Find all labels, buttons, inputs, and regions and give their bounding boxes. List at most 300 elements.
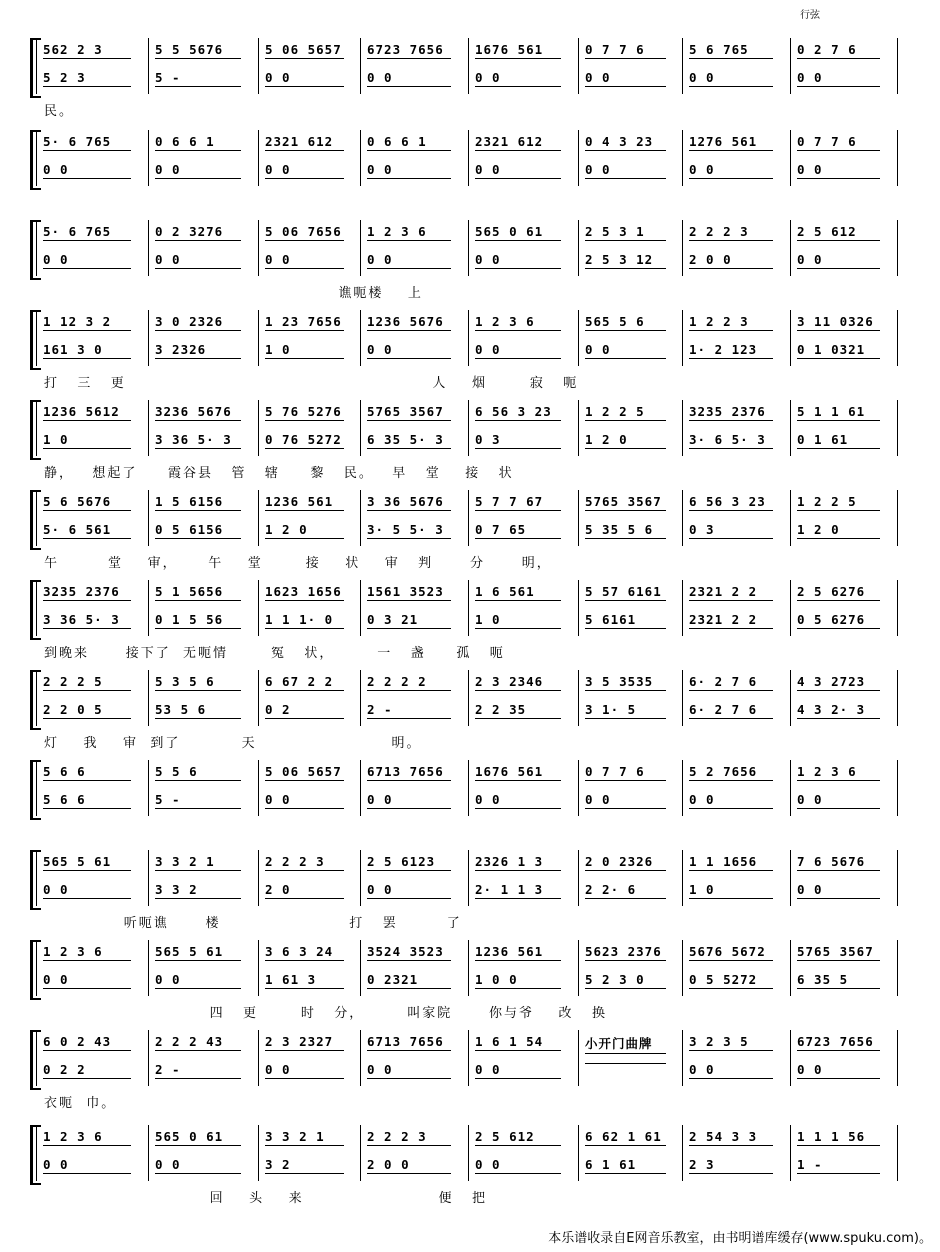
- accompaniment-notes: 0 0: [689, 70, 788, 87]
- accompaniment-notes: 0 0: [367, 162, 466, 179]
- measure: [578, 400, 682, 456]
- melody-notes: 1236 561: [475, 944, 576, 961]
- melody-notes: 3 11 0326: [797, 314, 895, 331]
- accompaniment-notes: 6 35 5: [797, 972, 895, 989]
- staff-system: [0, 940, 940, 1035]
- staff-system: [0, 1030, 940, 1125]
- accompaniment-notes: 0 1 5 56: [155, 612, 256, 629]
- measure: [360, 670, 468, 726]
- measure: [468, 940, 578, 996]
- melody-notes: 1 12 3 2: [43, 314, 146, 331]
- accompaniment-notes: 5 -: [155, 70, 256, 87]
- measure: [578, 310, 682, 366]
- melody-notes: 2 5 3 1: [585, 224, 680, 241]
- melody-notes: 2 3 2346: [475, 674, 576, 691]
- melody-notes: 2321 612: [475, 134, 576, 151]
- measure: [682, 850, 790, 906]
- melody-notes: 1676 561: [475, 42, 576, 59]
- accompaniment-notes: 0 0: [43, 162, 146, 179]
- measure: [790, 38, 898, 94]
- melody-notes: 5676 5672: [689, 944, 788, 961]
- measure: [36, 38, 148, 94]
- measure: [790, 130, 898, 186]
- melody-notes: 5 06 5657: [265, 42, 358, 59]
- melody-notes: 5 6 6: [43, 764, 146, 781]
- accompaniment-notes: 3 1· 5: [585, 702, 680, 719]
- accompaniment-notes: 0 0: [367, 1062, 466, 1079]
- melody-notes: 2326 1 3: [475, 854, 576, 871]
- lyric-line: 四 更 时 分， 叫家院 你与爷 改 换: [44, 1006, 607, 1021]
- melody-notes: 1 5 6156: [155, 494, 256, 511]
- accompaniment-notes: 0 0: [475, 70, 576, 87]
- melody-notes: 565 0 61: [155, 1129, 256, 1146]
- accompaniment-notes: 0 2321: [367, 972, 466, 989]
- melody-notes: 5 06 7656: [265, 224, 358, 241]
- melody-notes: 2 2 2 3: [265, 854, 358, 871]
- accompaniment-notes: 0 2: [265, 702, 358, 719]
- accompaniment-notes: 6· 2 7 6: [689, 702, 788, 719]
- accompaniment-notes: 53 5 6: [155, 702, 256, 719]
- measure: [682, 490, 790, 546]
- melody-notes: 2 5 612: [475, 1129, 576, 1146]
- lyric-line: 灯 我 审 到了 天 明。: [44, 736, 422, 751]
- accompaniment-notes: 1 0: [475, 612, 576, 629]
- melody-notes: 5765 3567: [585, 494, 680, 511]
- accompaniment-notes: 0 0: [43, 1157, 146, 1174]
- melody-notes: 2 5 612: [797, 224, 895, 241]
- measure: [148, 310, 258, 366]
- accompaniment-notes: 0 0: [689, 162, 788, 179]
- measure: [148, 850, 258, 906]
- lyric-line: 静， 想起了 霞谷县 管 辖 黎 民。 早 堂 接 状: [44, 466, 514, 481]
- melody-notes: 3 0 2326: [155, 314, 256, 331]
- measure: [360, 38, 468, 94]
- accompaniment-notes: 3· 5 5· 3: [367, 522, 466, 539]
- melody-notes: 3 3 2 1: [265, 1129, 358, 1146]
- melody-notes: 5 5 6: [155, 764, 256, 781]
- accompaniment-notes: 1 0: [265, 342, 358, 359]
- accompaniment-notes: 0 76 5272: [265, 432, 358, 449]
- accompaniment-notes: 1 0: [689, 882, 788, 899]
- accompaniment-notes: 2 0 0: [367, 1157, 466, 1174]
- melody-notes: 6713 7656: [367, 1034, 466, 1051]
- accompaniment-notes: 0 0: [265, 70, 358, 87]
- accompaniment-notes: 0 0: [367, 792, 466, 809]
- accompaniment-notes: 3 3 2: [155, 882, 256, 899]
- accompaniment-notes: 2 2 0 5: [43, 702, 146, 719]
- accompaniment-notes: 0 0: [155, 1157, 256, 1174]
- accompaniment-notes: 0 0: [43, 882, 146, 899]
- melody-notes: 5· 6 765: [43, 224, 146, 241]
- accompaniment-notes: 1 1 1· 0: [265, 612, 358, 629]
- melody-notes: 1236 561: [265, 494, 358, 511]
- measure: [578, 850, 682, 906]
- measure: [258, 670, 360, 726]
- measure: [360, 580, 468, 636]
- lyric-line: 回 头 来 便 把: [44, 1191, 487, 1206]
- measure: [36, 310, 148, 366]
- accompaniment-notes: 0 0: [585, 70, 680, 87]
- melody-notes: 5 6 765: [689, 42, 788, 59]
- measure: [36, 670, 148, 726]
- accompaniment-notes: 2 0 0: [689, 252, 788, 269]
- measure: [258, 310, 360, 366]
- measure: [148, 1125, 258, 1181]
- accompaniment-notes: 0 0: [43, 972, 146, 989]
- accompaniment-notes: 4 3 2· 3: [797, 702, 895, 719]
- measure: [468, 400, 578, 456]
- measure: [578, 580, 682, 636]
- measure: [468, 38, 578, 94]
- accompaniment-notes: 0 0: [475, 1062, 576, 1079]
- lyric-line: 民。: [44, 104, 75, 119]
- measure: [360, 310, 468, 366]
- measure: [258, 580, 360, 636]
- melody-notes: 3524 3523: [367, 944, 466, 961]
- accompaniment-notes: 5 6161: [585, 612, 680, 629]
- melody-notes: 5 3 5 6: [155, 674, 256, 691]
- accompaniment-notes: 0 0: [155, 252, 256, 269]
- melody-notes: 2 2 2 2: [367, 674, 466, 691]
- measure: [682, 580, 790, 636]
- melody-notes: 2 5 6276: [797, 584, 895, 601]
- accompaniment-notes: 0 0: [797, 1062, 895, 1079]
- accompaniment-notes: 0 1 0321: [797, 342, 895, 359]
- melody-notes: 0 2 3276: [155, 224, 256, 241]
- measure: [468, 670, 578, 726]
- measure: [258, 850, 360, 906]
- measure: [468, 310, 578, 366]
- melody-notes: 6723 7656: [367, 42, 466, 59]
- accompaniment-notes: 1 2 0: [797, 522, 895, 539]
- accompaniment-notes: 0 0: [475, 1157, 576, 1174]
- accompaniment-notes: 6 1 61: [585, 1157, 680, 1174]
- melody-notes: 5 76 5276: [265, 404, 358, 421]
- measure: [360, 220, 468, 276]
- accompaniment-notes: 3 36 5· 3: [43, 612, 146, 629]
- melody-notes: 2 54 3 3: [689, 1129, 788, 1146]
- measure: [790, 1125, 898, 1181]
- measure: [682, 670, 790, 726]
- melody-notes: 1 2 3 6: [797, 764, 895, 781]
- measure: [468, 850, 578, 906]
- measure: [468, 130, 578, 186]
- measure: [258, 38, 360, 94]
- measure: [790, 400, 898, 456]
- accompaniment-notes: 2 0: [265, 882, 358, 899]
- accompaniment-notes: 0 0: [155, 972, 256, 989]
- measure: [578, 670, 682, 726]
- accompaniment-notes: 0 5 5272: [689, 972, 788, 989]
- melody-notes: 1 2 3 6: [367, 224, 466, 241]
- melody-notes: 0 7 7 6: [797, 134, 895, 151]
- measure: [258, 400, 360, 456]
- accompaniment-notes: 2 2· 6: [585, 882, 680, 899]
- melody-notes: 2 2 2 5: [43, 674, 146, 691]
- melody-notes: 5765 3567: [367, 404, 466, 421]
- staff-system: [0, 490, 940, 585]
- staff-system: [0, 310, 940, 405]
- accompaniment-notes: 0 3: [475, 432, 576, 449]
- measure: [36, 1125, 148, 1181]
- melody-notes: 5 7 7 67: [475, 494, 576, 511]
- annotation-text: 行弦: [800, 10, 820, 21]
- accompaniment-notes: 0 0: [367, 342, 466, 359]
- melody-notes: 1 6 561: [475, 584, 576, 601]
- melody-notes: 0 7 7 6: [585, 764, 680, 781]
- measure: [578, 490, 682, 546]
- measure: [578, 1030, 682, 1086]
- lyric-line: 衣呃 巾。: [44, 1096, 117, 1111]
- accompaniment-notes: 0 0: [367, 70, 466, 87]
- accompaniment-notes: 0 0: [43, 252, 146, 269]
- melody-notes: 4 3 2723: [797, 674, 895, 691]
- accompaniment-notes: 0 0: [585, 162, 680, 179]
- measure: [148, 760, 258, 816]
- accompaniment-notes: 1 2 0: [585, 432, 680, 449]
- staff-system: [0, 1125, 940, 1220]
- measure: [790, 940, 898, 996]
- melody-notes: 1 2 3 6: [43, 944, 146, 961]
- measure: [258, 1030, 360, 1086]
- melody-notes: 1 2 2 3: [689, 314, 788, 331]
- accompaniment-notes: 0 0: [475, 162, 576, 179]
- accompaniment-notes: 1 0 0: [475, 972, 576, 989]
- measure: [258, 1125, 360, 1181]
- melody-notes: 1 2 2 5: [585, 404, 680, 421]
- measure: [360, 490, 468, 546]
- melody-notes: 1 1 1656: [689, 854, 788, 871]
- melody-notes: 6· 2 7 6: [689, 674, 788, 691]
- melody-notes: 1 23 7656: [265, 314, 358, 331]
- measure: [790, 580, 898, 636]
- accompaniment-notes: 0 3: [689, 522, 788, 539]
- measure: [468, 580, 578, 636]
- melody-notes: 2 2 2 3: [367, 1129, 466, 1146]
- accompaniment-notes: 0 2 2: [43, 1062, 146, 1079]
- accompaniment-notes: 2 -: [367, 702, 466, 719]
- accompaniment-notes: 1 0: [43, 432, 146, 449]
- measure: [36, 490, 148, 546]
- measure: [148, 400, 258, 456]
- accompaniment-notes: 0 0: [265, 162, 358, 179]
- melody-notes: 2321 612: [265, 134, 358, 151]
- measure: [682, 940, 790, 996]
- measure: [468, 220, 578, 276]
- measure: [468, 1030, 578, 1086]
- measure: [258, 130, 360, 186]
- accompaniment-notes: 2· 1 1 3: [475, 882, 576, 899]
- accompaniment-notes: 0 1 61: [797, 432, 895, 449]
- measure: [578, 130, 682, 186]
- measure: [578, 760, 682, 816]
- measure: [36, 940, 148, 996]
- melody-notes: 0 6 6 1: [155, 134, 256, 151]
- staff-system: [0, 130, 940, 225]
- measure: [682, 220, 790, 276]
- melody-notes: 565 5 6: [585, 314, 680, 331]
- source-footer: 本乐谱收录自E网音乐教室，由书明谱库缓存(www.spuku.com)。: [548, 1231, 932, 1246]
- melody-notes: 1623 1656: [265, 584, 358, 601]
- staff-system: [0, 220, 940, 315]
- melody-notes: 5· 6 765: [43, 134, 146, 151]
- measure: [148, 220, 258, 276]
- lyric-line: 到晚来 接下了 无呃情 冤 状， 一 盏 孤 呃: [44, 646, 505, 661]
- melody-notes: 3 36 5676: [367, 494, 466, 511]
- staff-system: [0, 400, 940, 495]
- melody-notes: 6723 7656: [797, 1034, 895, 1051]
- accompaniment-notes: 5· 6 561: [43, 522, 146, 539]
- accompaniment-notes: 2 5 3 12: [585, 252, 680, 269]
- melody-notes: 3 5 3535: [585, 674, 680, 691]
- melody-notes: 5 1 1 61: [797, 404, 895, 421]
- measure: [578, 940, 682, 996]
- accompaniment-notes: 0 0: [797, 252, 895, 269]
- accompaniment-notes: 0 0: [367, 882, 466, 899]
- measure: [682, 310, 790, 366]
- melody-notes: 0 4 3 23: [585, 134, 680, 151]
- accompaniment-notes: 5 2 3 0: [585, 972, 680, 989]
- accompaniment-notes: 0 5 6156: [155, 522, 256, 539]
- accompaniment-notes: 0 0: [367, 252, 466, 269]
- melody-notes: 0 7 7 6: [585, 42, 680, 59]
- measure: [682, 1125, 790, 1181]
- melody-notes: 2321 2 2: [689, 584, 788, 601]
- melody-notes: 562 2 3: [43, 42, 146, 59]
- measure: [36, 580, 148, 636]
- measure: [682, 130, 790, 186]
- melody-notes: 2 0 2326: [585, 854, 680, 871]
- accompaniment-notes: 0 0: [585, 792, 680, 809]
- melody-notes: 3235 2376: [43, 584, 146, 601]
- measure: [790, 310, 898, 366]
- measure: [578, 1125, 682, 1181]
- measure: [36, 850, 148, 906]
- melody-notes: 5765 3567: [797, 944, 895, 961]
- lyric-line: 午 堂 审， 午 堂 接 状 审 判 分 明，: [44, 556, 552, 571]
- accompaniment-notes: 5 6 6: [43, 792, 146, 809]
- accompaniment-notes: 0 0: [797, 882, 895, 899]
- melody-notes: 1236 5676: [367, 314, 466, 331]
- melody-notes: 3235 2376: [689, 404, 788, 421]
- measure: [148, 670, 258, 726]
- accompaniment-notes: 2 -: [155, 1062, 256, 1079]
- measure: [360, 1030, 468, 1086]
- measure: [790, 760, 898, 816]
- measure: [682, 760, 790, 816]
- melody-notes: 6713 7656: [367, 764, 466, 781]
- melody-notes: 1276 561: [689, 134, 788, 151]
- melody-notes: 565 5 61: [43, 854, 146, 871]
- accompaniment-notes: 2 3: [689, 1157, 788, 1174]
- accompaniment-notes: 0 0: [265, 252, 358, 269]
- accompaniment-notes: 6 35 5· 3: [367, 432, 466, 449]
- melody-notes: 2 3 2327: [265, 1034, 358, 1051]
- melody-notes: 6 67 2 2: [265, 674, 358, 691]
- melody-notes: 0 2 7 6: [797, 42, 895, 59]
- accompaniment-notes: 161 3 0: [43, 342, 146, 359]
- melody-notes: 0 6 6 1: [367, 134, 466, 151]
- melody-notes: 5 57 6161: [585, 584, 680, 601]
- melody-notes: 3 3 2 1: [155, 854, 256, 871]
- accompaniment-notes: 0 0: [797, 792, 895, 809]
- lyric-line: 谯呃楼 上: [44, 286, 423, 301]
- accompaniment-notes: 0 0: [689, 792, 788, 809]
- accompaniment-notes: 3· 6 5· 3: [689, 432, 788, 449]
- accompaniment-notes: 0 3 21: [367, 612, 466, 629]
- accompaniment-notes: 2321 2 2: [689, 612, 788, 629]
- melody-notes: 5 2 7656: [689, 764, 788, 781]
- melody-notes: 5 06 5657: [265, 764, 358, 781]
- measure: [360, 1125, 468, 1181]
- measure: [258, 220, 360, 276]
- melody-notes: 1676 561: [475, 764, 576, 781]
- measure: [468, 760, 578, 816]
- melody-notes: 6 62 1 61: [585, 1129, 680, 1146]
- measure: [148, 38, 258, 94]
- melody-notes: 1561 3523: [367, 584, 466, 601]
- accompaniment-notes: 3 2: [265, 1157, 358, 1174]
- measure: [258, 760, 360, 816]
- measure: [360, 940, 468, 996]
- melody-notes: 1 2 3 6: [43, 1129, 146, 1146]
- melody-notes: 1236 5612: [43, 404, 146, 421]
- lyric-line: 打 三 更 人 烟 寂 呃: [44, 376, 579, 391]
- accompaniment-notes: 3 2326: [155, 342, 256, 359]
- accompaniment-notes: 0 0: [155, 162, 256, 179]
- measure: [148, 580, 258, 636]
- melody-notes: 3236 5676: [155, 404, 256, 421]
- melody-notes: 5 6 5676: [43, 494, 146, 511]
- measure: [682, 1030, 790, 1086]
- accompaniment-notes: 0 5 6276: [797, 612, 895, 629]
- melody-notes: 5 1 5656: [155, 584, 256, 601]
- melody-notes: 2 2 2 43: [155, 1034, 256, 1051]
- accompaniment-notes: 2 2 35: [475, 702, 576, 719]
- accompaniment-notes: 0 0: [265, 792, 358, 809]
- measure: [790, 850, 898, 906]
- accompaniment-notes: [585, 1062, 680, 1064]
- accompaniment-notes: 1 -: [797, 1157, 895, 1174]
- melody-notes: 1 1 1 56: [797, 1129, 895, 1146]
- measure: [36, 760, 148, 816]
- accompaniment-notes: 3 36 5· 3: [155, 432, 256, 449]
- measure: [790, 670, 898, 726]
- accompaniment-notes: 1· 2 123: [689, 342, 788, 359]
- accompaniment-notes: 0 0: [475, 792, 576, 809]
- measure: [790, 220, 898, 276]
- accompaniment-notes: 0 0: [797, 70, 895, 87]
- staff-system: [0, 850, 940, 945]
- accompaniment-notes: 0 0: [265, 1062, 358, 1079]
- measure: [36, 130, 148, 186]
- melody-notes: 7 6 5676: [797, 854, 895, 871]
- measure: [148, 940, 258, 996]
- measure: [790, 1030, 898, 1086]
- melody-notes: 小开门曲牌: [585, 1034, 680, 1054]
- accompaniment-notes: 0 7 65: [475, 522, 576, 539]
- melody-notes: 2 2 2 3: [689, 224, 788, 241]
- melody-notes: 565 5 61: [155, 944, 256, 961]
- melody-notes: 5623 2376: [585, 944, 680, 961]
- measure: [360, 760, 468, 816]
- melody-notes: 5 5 5676: [155, 42, 256, 59]
- staff-system: [0, 580, 940, 675]
- measure: [148, 130, 258, 186]
- staff-system: [0, 38, 940, 133]
- measure: [148, 490, 258, 546]
- measure: [258, 490, 360, 546]
